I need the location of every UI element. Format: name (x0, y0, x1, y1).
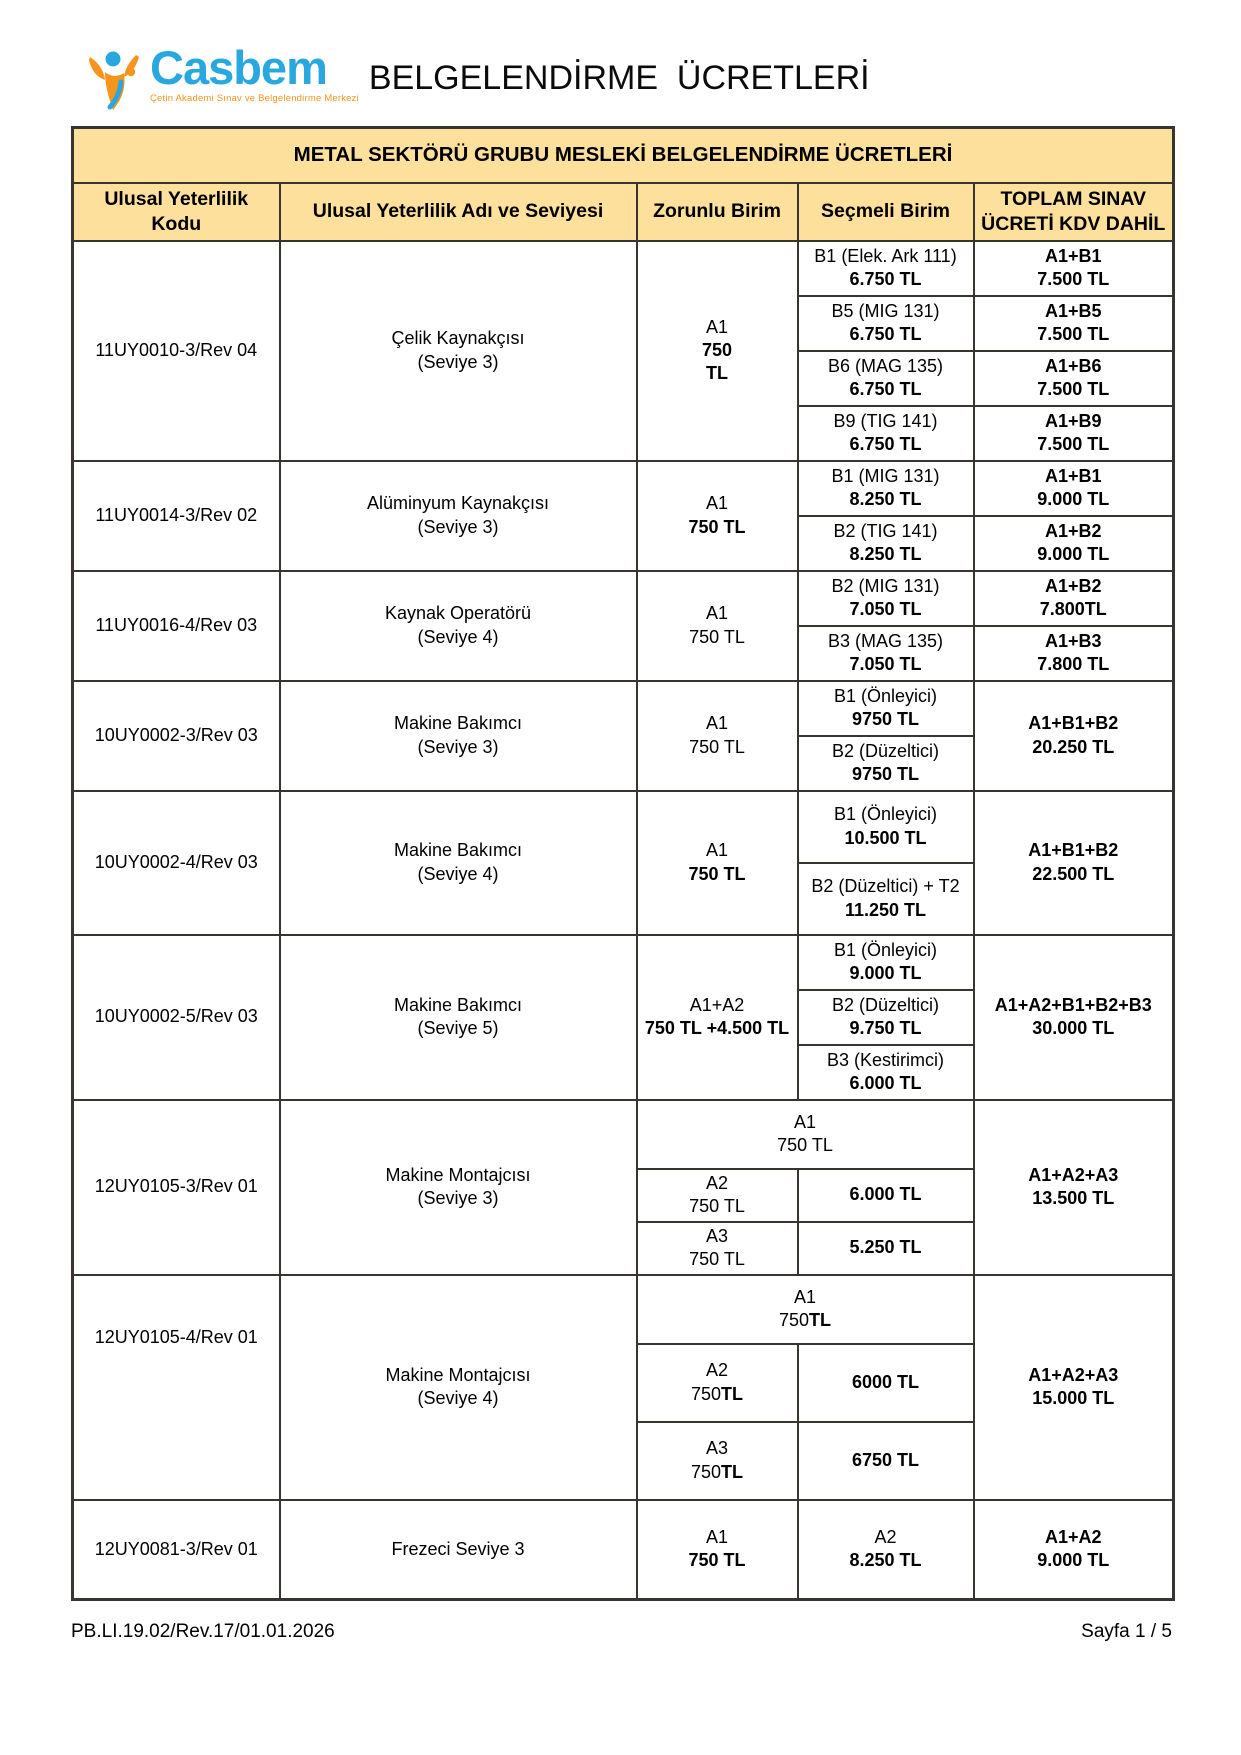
elective-unit-price: 8.250 TL (849, 489, 922, 509)
fees-table (71, 126, 1175, 1601)
document-code: PB.LI.19.02/Rev.17/01.01.2026 (71, 1621, 335, 1642)
mandatory-unit (637, 571, 798, 681)
total-price: 9.000 TL (1037, 489, 1110, 509)
mandatory-unit-label: A1 (793, 1111, 817, 1132)
unit-price: 750 TL (689, 1249, 745, 1269)
elective-unit-label: B6 (MAG 135) (827, 355, 944, 376)
elective-unit (798, 935, 974, 990)
qualification-level: (Seviye 3) (417, 351, 499, 372)
qualification-level: (Seviye 4) (417, 626, 499, 647)
header-total-line2: ÜCRETİ KDV DAHİL (981, 212, 1166, 235)
qualification-level: (Seviye 3) (417, 736, 499, 757)
elective-unit-price: 6.000 TL (849, 1184, 922, 1205)
mandatory-unit-price2: TL (706, 363, 728, 384)
brand-name: Casbem (150, 41, 327, 94)
elective-unit-label: B3 (Kestirimci) (826, 1049, 944, 1070)
elective-unit-price: 7.050 TL (849, 654, 922, 674)
table-title: METAL SEKTÖRÜ GRUBU MESLEKİ BELGELENDİRME ÜCRETLERİ (73, 128, 1174, 183)
unit-price (641, 1383, 794, 1406)
price-currency: TL (721, 1461, 744, 1482)
qualification-name-line: Kaynak Operatörü (384, 603, 532, 624)
price-number: 750 (690, 1383, 722, 1404)
total-price: 20.250 TL (1032, 736, 1115, 757)
elective-unit-price: 9750 TL (851, 764, 920, 784)
elective-unit-price: 6.000 TL (849, 1073, 922, 1093)
total-fee (974, 571, 1174, 626)
elective-unit (798, 626, 974, 681)
elective-unit (798, 1500, 974, 1600)
qualification-level: (Seviye 3) (417, 1188, 499, 1208)
total-combo: A1+B5 (1045, 300, 1102, 321)
unit-cell (637, 1222, 798, 1275)
elective-unit-price: 9.750 TL (849, 1018, 922, 1038)
mandatory-unit-label: A1 (705, 493, 729, 514)
qualification-code: 12UY0105-3/Rev 01 (73, 1100, 280, 1275)
unit-label: A3 (705, 1225, 729, 1246)
unit-label: A3 (705, 1438, 729, 1459)
total-fee (974, 935, 1174, 1100)
mandatory-unit (637, 1500, 798, 1600)
mandatory-unit-price: 750 TL +4.500 TL (644, 1018, 790, 1038)
total-fee (974, 461, 1174, 516)
unit-price: 750 TL (689, 1196, 745, 1216)
unit-cell (637, 1169, 798, 1222)
price-currency: TL (809, 1310, 832, 1330)
table-row (73, 1500, 1174, 1600)
qualification-name: Frezeci Seviye 3 (280, 1500, 637, 1600)
elective-unit-label: B2 (Düzeltici) (831, 740, 940, 761)
mandatory-unit (637, 681, 798, 791)
header-name: Ulusal Yeterlilik Adı ve Seviyesi (280, 183, 637, 241)
header-total (974, 183, 1174, 241)
qualification-name (280, 571, 637, 681)
qualification-name (280, 1275, 637, 1500)
unit-label: A2 (705, 1172, 729, 1193)
elective-unit-price: 9750 TL (851, 709, 920, 729)
qualification-code: 12UY0081-3/Rev 01 (73, 1500, 280, 1600)
header-code-line2: Kodu (151, 212, 202, 235)
total-price: 22.500 TL (1032, 863, 1115, 884)
total-fee (974, 406, 1174, 461)
total-combo: A1+A2+A3 (1028, 1364, 1119, 1385)
total-combo: A1+B1 (1045, 465, 1102, 486)
total-combo: A1+B2 (1045, 575, 1102, 596)
total-price: 7.800 TL (1037, 654, 1110, 674)
qualification-name-line: Alüminyum Kaynakçısı (366, 493, 550, 514)
qualification-name (280, 681, 637, 791)
mandatory-unit (637, 461, 798, 571)
elective-unit-label: B3 (MAG 135) (827, 630, 944, 651)
table-row (73, 571, 1174, 626)
header-elective: Seçmeli Birim (798, 183, 974, 241)
elective-unit (798, 516, 974, 571)
qualification-code: 11UY0014-3/Rev 02 (73, 461, 280, 571)
elective-unit-label: B2 (MIG 131) (831, 575, 940, 596)
elective-unit-label: B5 (MIG 131) (831, 300, 940, 321)
qualification-level: (Seviye 5) (417, 1018, 499, 1038)
total-combo: A1+A2+B1+B2+B3 (994, 994, 1152, 1015)
qualification-name-line: Makine Bakımcı (393, 840, 523, 861)
elective-unit-price: 6.750 TL (849, 434, 922, 454)
header-mandatory: Zorunlu Birim (637, 183, 798, 241)
qualification-name (280, 461, 637, 571)
mandatory-unit-price: 750 TL (688, 516, 746, 537)
qualification-name-line: Makine Bakımcı (393, 713, 523, 734)
qualification-code: 10UY0002-3/Rev 03 (73, 681, 280, 791)
mandatory-unit-price: 750 TL (689, 736, 745, 757)
page-number: Sayfa 1 / 5 (1081, 1621, 1172, 1642)
qualification-code: 12UY0105-4/Rev 01 (73, 1275, 280, 1500)
total-fee (974, 296, 1174, 351)
elective-unit-label: B9 (TIG 141) (833, 410, 938, 431)
brand-tagline: Çetin Akademi Sınav ve Belgelendirme Merkezi (150, 92, 359, 104)
table-row (73, 241, 1174, 296)
elective-unit-label: B1 (Önleyici) (833, 939, 938, 960)
elective-unit-label: A2 (874, 1527, 897, 1548)
document-header (0, 0, 1241, 126)
elective-unit-label: B2 (TIG 141) (833, 520, 938, 541)
total-fee (974, 1100, 1174, 1275)
elective-unit-label: B2 (Düzeltici) (831, 994, 940, 1015)
casbem-logo (86, 41, 359, 112)
qualification-name-line: Makine Montajcısı (385, 1164, 531, 1185)
qualification-level: (Seviye 4) (417, 1388, 499, 1408)
elective-unit-price: 6000 TL (851, 1371, 920, 1392)
elective-unit-price: 7.050 TL (849, 599, 922, 619)
table-row (73, 791, 1174, 863)
total-fee (974, 241, 1174, 296)
qualification-code: 10UY0002-4/Rev 03 (73, 791, 280, 935)
elective-unit-label: B1 (MIG 131) (831, 465, 940, 486)
mandatory-unit-label: A1 (705, 1527, 729, 1548)
elective-unit (798, 1045, 974, 1100)
elective-unit-price: 6.750 TL (849, 379, 922, 399)
elective-unit-label: B1 (Elek. Ark 111) (814, 245, 957, 266)
total-fee (974, 1275, 1174, 1500)
total-price: 7.500 TL (1037, 434, 1110, 454)
mandatory-unit-label: A1+A2 (689, 994, 745, 1015)
qualification-name (280, 1100, 637, 1275)
elective-price-cell (798, 1222, 974, 1275)
total-price: 7.500 TL (1037, 269, 1110, 289)
table-row (73, 681, 1174, 736)
qualification-name (280, 791, 637, 935)
total-price: 7.500 TL (1037, 324, 1110, 344)
mandatory-unit-price: 750 (701, 339, 733, 360)
elective-unit-label: B2 (Düzeltici) + T2 (811, 876, 960, 897)
elective-unit (798, 351, 974, 406)
header-total-line1: TOPLAM SINAV (1000, 188, 1147, 211)
casbem-logo-icon (86, 46, 148, 112)
elective-price-cell (798, 1169, 974, 1222)
total-fee (974, 1500, 1174, 1600)
mandatory-unit-label: A1 (705, 840, 729, 861)
mandatory-unit-price (641, 1309, 970, 1332)
total-combo: A1+B1 (1045, 245, 1102, 266)
total-combo: A1+A2 (1045, 1527, 1102, 1548)
total-price: 30.000 TL (1032, 1018, 1115, 1038)
total-combo: A1+B9 (1045, 410, 1102, 431)
price-number: 750 (690, 1461, 722, 1482)
elective-unit (798, 736, 974, 791)
total-fee (974, 351, 1174, 406)
total-fee (974, 626, 1174, 681)
qualification-code: 11UY0010-3/Rev 04 (73, 241, 280, 461)
elective-unit (798, 571, 974, 626)
qualification-level: (Seviye 4) (417, 863, 499, 884)
price-number: 750 (778, 1310, 810, 1330)
elective-unit-price: 8.250 TL (849, 544, 922, 564)
total-price: 9.000 TL (1037, 544, 1110, 564)
table-row (73, 461, 1174, 516)
elective-unit (798, 461, 974, 516)
qualification-name (280, 935, 637, 1100)
total-combo: A1+B1+B2 (1028, 713, 1119, 734)
unit-cell (637, 1344, 798, 1422)
total-price: 7.500 TL (1037, 379, 1110, 399)
elective-unit (798, 296, 974, 351)
unit-cell (637, 1422, 798, 1500)
mandatory-unit-label: A1 (793, 1286, 817, 1307)
elective-unit-price: 11.250 TL (844, 899, 927, 920)
total-fee (974, 791, 1174, 935)
qualification-name (280, 241, 637, 461)
mandatory-unit (637, 791, 798, 935)
total-fee (974, 681, 1174, 791)
page-title: BELGELENDİRME ÜCRETLERİ (368, 59, 870, 97)
mandatory-unit-merged (637, 1275, 974, 1344)
elective-unit-price: 6.750 TL (849, 324, 922, 344)
table-row (73, 1100, 1174, 1169)
elective-unit (798, 406, 974, 461)
mandatory-unit-label: A1 (705, 316, 729, 337)
mandatory-unit-price: 750 TL (688, 863, 746, 884)
unit-label: A2 (705, 1360, 729, 1381)
elective-unit-price: 6.750 TL (849, 269, 922, 289)
elective-unit-price: 5.250 TL (849, 1237, 922, 1258)
mandatory-unit-label: A1 (705, 603, 729, 624)
mandatory-unit (637, 241, 798, 461)
price-currency: TL (721, 1383, 744, 1404)
mandatory-unit-price: 750 TL (689, 626, 745, 647)
elective-unit-price: 8.250 TL (849, 1550, 922, 1571)
document-footer (71, 1621, 1172, 1643)
elective-unit (798, 791, 974, 863)
mandatory-unit-merged (637, 1100, 974, 1169)
total-combo: A1+B2 (1045, 520, 1102, 541)
header-code-line1: Ulusal Yeterlilik (104, 188, 249, 211)
qualification-name-line: Makine Montajcısı (385, 1364, 531, 1385)
table-row (73, 935, 1174, 990)
qualification-name-line: Çelik Kaynakçısı (391, 328, 525, 349)
elective-price-cell (798, 1344, 974, 1422)
elective-price-cell (798, 1422, 974, 1500)
total-combo: A1+A2+A3 (1028, 1164, 1119, 1185)
total-price: 7.800TL (1039, 599, 1107, 619)
mandatory-unit-price: 750 TL (688, 1550, 746, 1571)
total-price: 13.500 TL (1032, 1188, 1115, 1208)
table-title-row (73, 128, 1174, 183)
elective-unit (798, 990, 974, 1045)
logo-text (150, 41, 359, 104)
table-header-row (73, 183, 1174, 241)
elective-unit-label: B1 (Önleyici) (833, 804, 938, 825)
total-combo: A1+B3 (1045, 630, 1102, 651)
qualification-level: (Seviye 3) (417, 516, 499, 537)
qualification-name-line: Makine Bakımcı (393, 994, 523, 1015)
qualification-code: 10UY0002-5/Rev 03 (73, 935, 280, 1100)
elective-unit-label: B1 (Önleyici) (833, 685, 938, 706)
unit-price (641, 1461, 794, 1484)
elective-unit (798, 863, 974, 935)
total-combo: A1+B1+B2 (1028, 840, 1119, 861)
qualification-code: 11UY0016-4/Rev 03 (73, 571, 280, 681)
total-fee (974, 516, 1174, 571)
total-price: 15.000 TL (1032, 1388, 1115, 1408)
total-price: 9.000 TL (1037, 1550, 1110, 1571)
elective-unit (798, 681, 974, 736)
elective-unit-price: 6750 TL (851, 1449, 920, 1470)
mandatory-unit-label: A1 (705, 713, 729, 734)
elective-unit-price: 9.000 TL (849, 963, 922, 983)
table-row (73, 1275, 1174, 1344)
elective-unit-price: 10.500 TL (844, 827, 927, 848)
header-code (73, 183, 280, 241)
elective-unit (798, 241, 974, 296)
mandatory-unit (637, 935, 798, 1100)
total-combo: A1+B6 (1045, 355, 1102, 376)
mandatory-unit-price: 750 TL (777, 1135, 833, 1155)
